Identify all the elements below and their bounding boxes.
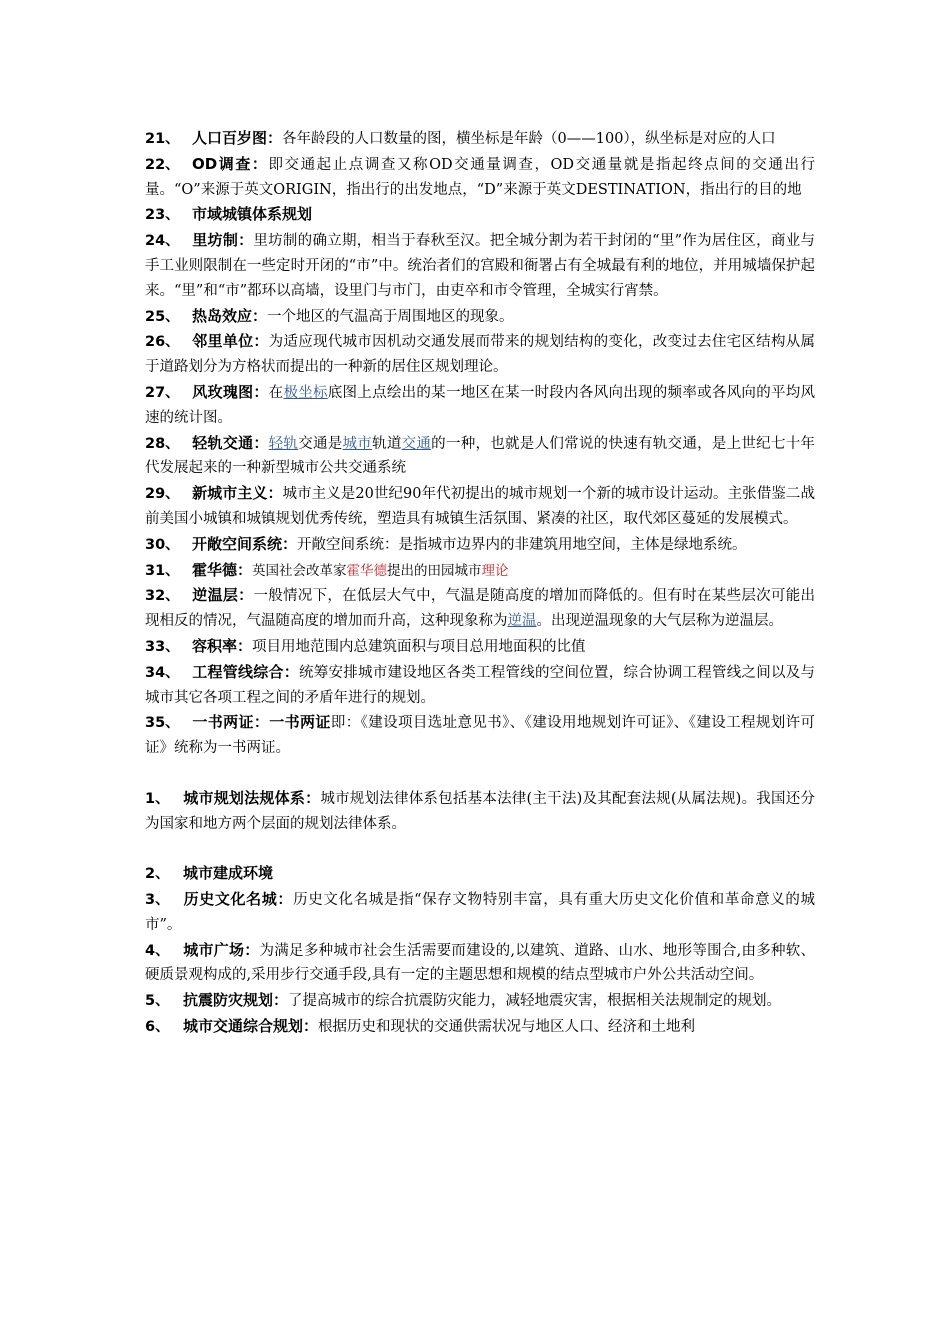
entry-text: 交通是 [298, 435, 343, 452]
hyperlink-traffic[interactable]: 交通 [401, 435, 432, 452]
entry-number: 34、 [145, 664, 180, 681]
entry-term: 热岛效应： [192, 306, 268, 325]
entry-number: 6、 [145, 1018, 170, 1035]
entry-term: 城市建成环境 [183, 864, 274, 883]
entry-number: 4、 [145, 942, 170, 959]
entry-term: 抗震防灾规划： [183, 991, 289, 1010]
hyperlink-city[interactable]: 城市 [342, 435, 373, 452]
definition-entry-wind-rose [145, 380, 815, 431]
entry-term: 新城市主义： [192, 484, 283, 503]
entries-group-a [145, 126, 815, 380]
entry-body: 了提高城市的综合抗震防灾能力，减轻地震灾害，根据相关法规制定的规划。 [288, 993, 782, 1010]
entry-number: 22、 [145, 156, 180, 173]
hyperlink-polar-coordinates[interactable]: 极坐标 [283, 384, 328, 401]
definition-entry-light-rail [145, 431, 815, 482]
blank-line [145, 836, 815, 861]
definition-entry [145, 126, 815, 152]
entry-body: 一个地区的气温高于周围地区的现象。 [267, 308, 514, 325]
entry-term: 工程管线综合： [192, 662, 299, 681]
definition-entry [145, 1014, 815, 1040]
entry-text: 轨道 [372, 435, 402, 452]
definition-entry [145, 634, 815, 660]
entry-body: 历史文化名城是指“保存文物特别丰富，具有重大历史文化价值和革命意义的城市”。 [145, 891, 815, 933]
definition-entry [145, 304, 815, 330]
entry-number: 29、 [145, 486, 180, 503]
entry-term: 轻轨交通： [192, 433, 269, 452]
definition-entry-legal-system [145, 786, 815, 837]
entry-number: 23、 [145, 207, 180, 224]
entry-number: 2、 [145, 866, 170, 883]
entry-body: 开敞空间系统：是指城市边界内的非建筑用地空间，主体是绿地系统。 [297, 536, 747, 553]
entry-term: 风玫瑰图： [192, 382, 269, 401]
entry-number: 30、 [145, 536, 180, 553]
entry-number: 25、 [145, 308, 180, 325]
definition-entry-permits [145, 710, 815, 761]
entry-text: 底图上点绘出的某一地区在某一时段内各风向出现的频率或各风向的平均风速的统计图。 [145, 384, 816, 426]
definition-entry [145, 202, 815, 228]
entries-group-d [145, 861, 815, 1040]
entry-text: 的一种，也就是人们常说的快速有轨交通，是上世纪七十年代发展起来的一种新型城市公共交通系统 [145, 435, 816, 477]
entry-term: 邻里单位： [192, 332, 269, 351]
entry-number: 26、 [145, 334, 180, 351]
entry-term: 霍华德： [192, 560, 253, 579]
entry-term: 里坊制： [192, 231, 254, 250]
highlight-theory: 理论 [481, 562, 509, 579]
entry-body: 为满足多种城市社会生活需要而建设的,以建筑、道路、山水、地形等围合,由多种软、硬质景观构成的,采用步行交通手段,具有一定的主题思想和规模的结点型城市户外公共活动空间。 [145, 942, 815, 984]
entry-term: 城市规划法规体系： [183, 788, 321, 807]
highlight-howard: 霍华德 [346, 562, 388, 579]
entry-body: 城市主义是20世纪90年代初提出的城市规划一个新的城市设计运动。主张借鉴二战前美国小城镇和城镇规划优秀传统，塑造具有城镇生活氛围、紧凑的社区，取代郊区蔓延的发展模式。 [145, 486, 815, 527]
entry-term: OD调查： [192, 154, 269, 173]
entry-number: 27、 [145, 384, 180, 401]
definition-entry [145, 660, 815, 711]
entry-number: 35、 [145, 715, 180, 732]
definition-entry [145, 887, 815, 938]
definition-entry [145, 532, 815, 558]
entry-term: 城市交通综合规划： [183, 1016, 319, 1035]
entry-text: 在 [268, 384, 284, 401]
entry-body: 各年龄段的人口数量的图，横坐标是年龄（0——100），纵坐标是对应的人口 [282, 131, 776, 147]
entries-group-b [145, 481, 815, 557]
entry-body: 即交通起止点调查又称OD交通量调查，OD交通量就是指起终点间的交通出行量。“O”来源于英文ORIGIN，指出行的出发地点，“D”来源于英文DESTINATION，指出行的目的地 [145, 156, 816, 198]
entry-term: 市域城镇体系规划 [192, 205, 313, 224]
entry-term: 城市广场： [183, 940, 260, 959]
entry-body: 根据历史和现状的交通供需状况与地区人口、经济和土地利 [318, 1018, 696, 1035]
entry-body: 统筹安排城市建设地区各类工程管线的空间位置，综合协调工程管线之间以及与城市其它各项工程之间的矛盾年进行的规划。 [145, 664, 815, 706]
definition-entry [145, 938, 815, 989]
entry-term: 开敞空间系统： [192, 534, 298, 553]
entry-number: 33、 [145, 638, 180, 655]
entry-number: 21、 [145, 131, 180, 147]
hyperlink-inversion[interactable]: 逆温 [507, 613, 537, 630]
definition-entry [145, 329, 815, 380]
definition-entry [145, 861, 815, 887]
entry-body: 里坊制的确立期，相当于春秋至汉。把全城分割为若干封闭的“里”作为居住区，商业与手工业则限制在一些定时开闭的“市”中。统治者们的宫殿和衙署占有全城最有利的地位，并用城墙保护起来。“里”和“市”都环以高墙，设里门与市门，由吏卒和市令管理，全城实行宵禁。 [145, 233, 815, 299]
entry-term: 逆温层： [192, 586, 254, 605]
entry-text: 一般情况下，在低层大气中，气温是随高度的增加而降低的。但有时在某些层次可能出现相反的情况，气温随高度的增加而升高，这种现象称为 [145, 588, 815, 630]
definition-entry [145, 988, 815, 1014]
entry-text: 提出的田园城市 [387, 562, 482, 579]
entry-number: 24、 [145, 233, 180, 250]
definition-entry [145, 481, 815, 532]
entry-body: 城市规划法律体系包括基本法律(主干法)及其配套法规(从属法规)。我国还分为国家和地方两个层面的规划法律体系。 [145, 790, 815, 832]
entry-number: 32、 [145, 588, 180, 605]
definition-entry-howard [145, 558, 815, 584]
entry-text: 英国社会改革家 [252, 562, 347, 579]
entry-body: 项目用地范围内总建筑面积与项目总用地面积的比值 [252, 638, 586, 655]
definition-entry [145, 228, 815, 303]
entry-body: 即：《建设项目选址意见书》、《建设用地规划许可证》、《建设工程规划许可证》统称为一书两证。 [145, 715, 815, 757]
entry-number: 3、 [145, 891, 170, 908]
entry-body: 为适应现代城市因机动交通发展而带来的规划结构的变化，改变过去住宅区结构从属于道路划分为方格状而提出的一种新的居住区规划理论。 [145, 334, 815, 376]
definition-entry [145, 152, 815, 203]
hyperlink-light-rail[interactable]: 轻轨 [268, 435, 299, 452]
document-body [145, 126, 815, 1040]
entry-number: 31、 [145, 562, 180, 579]
entry-term: 容积率： [192, 636, 253, 655]
entry-number: 1、 [145, 790, 170, 807]
entry-number: 28、 [145, 435, 180, 452]
entry-term: 历史文化名城： [183, 889, 294, 908]
entry-term: 一书两证： [192, 713, 270, 732]
blank-line [145, 761, 815, 786]
entry-term: 人口百岁图： [192, 129, 283, 147]
definition-entry-inversion [145, 583, 815, 634]
entry-number: 5、 [145, 993, 170, 1010]
entry-term-repeat: 一书两证 [269, 713, 331, 732]
entry-text: 。出现逆温现象的大气层称为逆温层。 [536, 613, 783, 630]
entries-group-c [145, 634, 815, 710]
